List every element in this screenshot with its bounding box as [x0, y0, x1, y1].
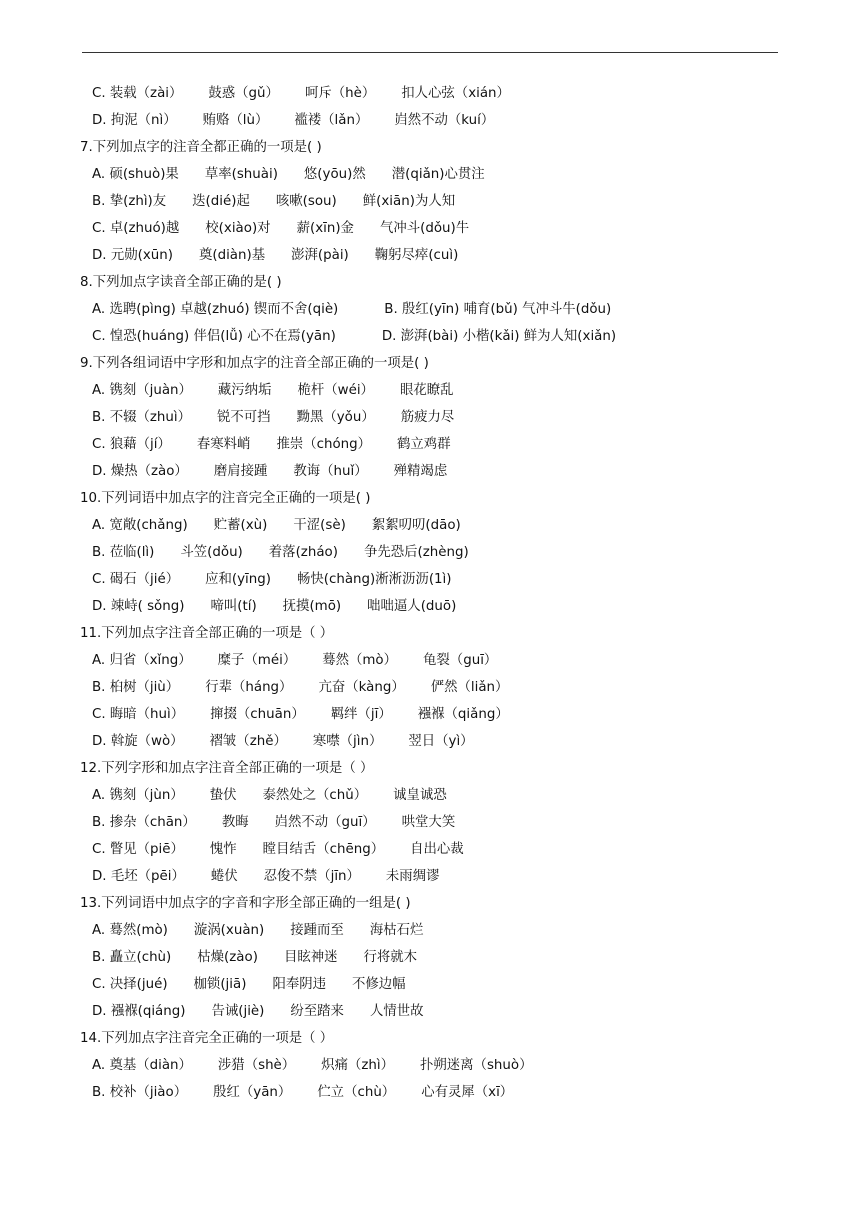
option-segment: 殷红（yān）: [213, 1085, 292, 1100]
question-text: 14.下列加点字注音完全正确的一项是（ ）: [80, 1031, 334, 1046]
option-segment: D. 澎湃(bài) 小楷(kǎi) 鲜为人知(xiǎn): [381, 329, 617, 344]
option-line: [80, 971, 780, 998]
option-segment: 鼓惑（gǔ）: [208, 86, 279, 101]
option-segment: 未雨绸谬: [385, 869, 440, 884]
option-segment: 筋疲力尽: [400, 410, 455, 425]
option-segment: C. 瞥见（piē）: [92, 842, 184, 857]
question-stem: [80, 269, 780, 296]
option-segment: B. 莅临(lì): [92, 545, 155, 560]
option-segment: D. 襁褓(qiáng): [92, 1004, 186, 1019]
option-segment: 不修边幅: [352, 977, 406, 992]
option-line: [80, 647, 780, 674]
option-segment: 干涩(sè): [293, 518, 346, 533]
option-segment: 阳奉阴违: [272, 977, 326, 992]
option-line: [80, 728, 780, 755]
option-segment: 告诫(jiè): [211, 1004, 265, 1019]
option-segment: 悠(yōu)然: [303, 167, 366, 182]
option-segment: C. 装载（zài）: [92, 86, 183, 101]
question-text: 8.下列加点字读音全部正确的是( ): [80, 275, 282, 290]
option-segment: 气冲斗(dǒu)牛: [379, 221, 470, 236]
question-text: 7.下列加点字的注音全都正确的一项是( ): [80, 140, 322, 155]
option-segment: 教晦: [221, 815, 249, 830]
option-segment: 桅杆（wéi）: [297, 383, 374, 398]
option-line: [80, 782, 780, 809]
option-segment: 着落(zháo): [268, 545, 338, 560]
option-segment: C. 惶恐(huáng) 伴侣(lǚ) 心不在焉(yān): [92, 329, 336, 344]
option-segment: C. 狼藉（jí）: [92, 437, 171, 452]
question-stem: [80, 620, 780, 647]
option-segment: B. 掺杂（chān）: [92, 815, 196, 830]
option-segment: 褴褛（lǎn）: [294, 113, 369, 128]
option-segment: B. 殷红(yīn) 哺育(bǔ) 气冲斗牛(dǒu): [384, 302, 612, 317]
option-segment: D. 毛坯（pēi）: [92, 869, 185, 884]
option-segment: 寒噤（jìn）: [312, 734, 383, 749]
option-line: [80, 674, 780, 701]
question-stem: [80, 755, 780, 782]
option-line: [80, 323, 780, 350]
option-line: [80, 431, 780, 458]
option-segment: D. 燥热（zào）: [92, 464, 188, 479]
option-line: [80, 1079, 780, 1106]
option-segment: 漩涡(xuàn): [193, 923, 265, 938]
option-line: [80, 404, 780, 431]
option-segment: 争先恐后(zhèng): [363, 545, 469, 560]
option-segment: 黝黑（yǒu）: [296, 410, 375, 425]
option-segment: 枯燥(zào): [197, 950, 258, 965]
option-segment: 枷锁(jiā): [193, 977, 247, 992]
option-segment: 教诲（huǐ）: [293, 464, 368, 479]
option-segment: A. 归省（xǐng）: [92, 653, 192, 668]
option-segment: 纷至踏来: [290, 1004, 344, 1019]
question-text: 13.下列词语中加点字的字音和字形全部正确的一组是( ): [80, 896, 411, 911]
option-line: [80, 566, 780, 593]
question-text: 9.下列各组词语中字形和加点字的注音全部正确的一项是( ): [80, 356, 429, 371]
option-line: [80, 188, 780, 215]
option-segment: A. 镌刻（jùn）: [92, 788, 184, 803]
option-segment: 褶皱（zhě）: [209, 734, 287, 749]
option-segment: D. 竦峙( sǒng): [92, 599, 185, 614]
option-line: [80, 512, 780, 539]
option-line: [80, 296, 780, 323]
option-segment: 哄堂大笑: [401, 815, 456, 830]
option-segment: 目眩神迷: [283, 950, 338, 965]
option-segment: 撺掇（chuān）: [210, 707, 305, 722]
option-segment: 应和(yīng): [205, 572, 271, 587]
question-text: 10.下列词语中加点字的注音完全正确的一项是( ): [80, 491, 371, 506]
question-list: [80, 80, 780, 1106]
option-segment: 贿赂（lù）: [202, 113, 269, 128]
option-segment: 羁绊（jī）: [330, 707, 392, 722]
option-segment: 愧怍: [209, 842, 237, 857]
option-line: [80, 215, 780, 242]
option-segment: 殚精竭虑: [393, 464, 448, 479]
option-line: [80, 809, 780, 836]
option-line: [80, 836, 780, 863]
option-segment: 亢奋（kàng）: [318, 680, 405, 695]
option-segment: 咳嗽(sou): [275, 194, 337, 209]
question-stem: [80, 350, 780, 377]
option-segment: 岿然不动（guī）: [274, 815, 376, 830]
question-stem: [80, 485, 780, 512]
option-segment: A. 镌刻（juàn）: [92, 383, 192, 398]
option-segment: 潜(qiǎn)心贯注: [391, 167, 485, 182]
option-segment: 春寒料峭: [196, 437, 251, 452]
option-segment: 扣人心弦（xián）: [401, 86, 510, 101]
question-stem: [80, 890, 780, 917]
option-segment: 迭(dié)起: [192, 194, 250, 209]
option-segment: B. 不辍（zhuì）: [92, 410, 191, 425]
option-segment: 贮蓄(xù): [213, 518, 268, 533]
option-segment: 行将就木: [363, 950, 418, 965]
option-segment: A. 选聘(pìng) 卓越(zhuó) 锲而不舍(qiè): [92, 302, 339, 317]
option-segment: 伫立（chù）: [317, 1085, 396, 1100]
option-segment: 涉猎（shè）: [217, 1058, 296, 1073]
option-line: [80, 998, 780, 1025]
option-segment: A. 奠基（diàn）: [92, 1058, 192, 1073]
option-segment: 人情世故: [369, 1004, 424, 1019]
option-segment: 蜷伏: [210, 869, 238, 884]
option-segment: D. 元勋(xūn): [92, 248, 173, 263]
option-segment: B. 桕树（jiù）: [92, 680, 180, 695]
option-segment: 忍俊不禁（jīn）: [263, 869, 360, 884]
option-segment: B. 挚(zhì)友: [92, 194, 167, 209]
option-line: [80, 539, 780, 566]
option-segment: 咄咄逼人(duō): [367, 599, 457, 614]
option-segment: 糜子（méi）: [217, 653, 297, 668]
option-segment: 行辈（háng）: [205, 680, 293, 695]
option-segment: 炽痛（zhì）: [321, 1058, 394, 1073]
option-line: [80, 701, 780, 728]
option-segment: C. 卓(zhuó)越: [92, 221, 180, 236]
option-segment: 眼花瞭乱: [399, 383, 454, 398]
option-line: [80, 917, 780, 944]
option-segment: B. 矗立(chù): [92, 950, 172, 965]
option-line: [80, 1052, 780, 1079]
option-segment: 心有灵犀（xī）: [421, 1085, 514, 1100]
option-segment: C. 碣石（jié）: [92, 572, 180, 587]
option-segment: 絮絮叨叨(dāo): [371, 518, 461, 533]
option-line: [80, 944, 780, 971]
option-segment: 翌日（yì）: [408, 734, 474, 749]
option-line: [80, 242, 780, 269]
option-line: [80, 593, 780, 620]
option-segment: 泰然处之（chǔ）: [262, 788, 368, 803]
option-segment: 海枯石烂: [369, 923, 424, 938]
option-segment: 自出心裁: [410, 842, 464, 857]
question-text: 11.下列加点字注音全部正确的一项是（ ）: [80, 626, 334, 641]
option-segment: 岿然不动（kuí）: [394, 113, 495, 128]
option-segment: 龟裂（guī）: [423, 653, 498, 668]
option-segment: 诚皇诚恐: [393, 788, 447, 803]
question-text: 12.下列字形和加点字注音全部正确的一项是（ ）: [80, 761, 374, 776]
option-segment: 磨肩接踵: [213, 464, 268, 479]
option-line: [80, 80, 780, 107]
option-line: [80, 863, 780, 890]
option-segment: 呵斥（hè）: [304, 86, 376, 101]
option-segment: B. 校补（jiào）: [92, 1085, 188, 1100]
option-segment: A. 蓦然(mò): [92, 923, 168, 938]
option-segment: 抚摸(mō): [282, 599, 342, 614]
option-segment: 草率(shuài): [204, 167, 278, 182]
option-segment: D. 拘泥（nì）: [92, 113, 177, 128]
option-segment: 襁褓（qiǎng）: [417, 707, 509, 722]
option-segment: 斗笠(dǒu): [180, 545, 243, 560]
option-line: [80, 161, 780, 188]
option-line: [80, 377, 780, 404]
option-segment: 鞠躬尽瘁(cuì): [374, 248, 459, 263]
option-segment: C. 晦暗（huì）: [92, 707, 185, 722]
option-line: [80, 458, 780, 485]
option-segment: 俨然（liǎn）: [430, 680, 509, 695]
option-segment: 扑朔迷离（shuò）: [420, 1058, 533, 1073]
option-segment: 奠(diàn)基: [198, 248, 266, 263]
option-segment: C. 决择(jué): [92, 977, 168, 992]
option-segment: 澎湃(pài): [291, 248, 349, 263]
option-segment: 锐不可挡: [217, 410, 271, 425]
option-segment: 薪(xīn)金: [296, 221, 354, 236]
option-segment: 接踵而至: [290, 923, 344, 938]
option-segment: A. 宽敞(chǎng): [92, 518, 188, 533]
option-segment: 蓦然（mò）: [322, 653, 398, 668]
option-segment: 藏污纳垢: [217, 383, 272, 398]
option-segment: 畅快(chàng)淅淅沥沥(1ì): [296, 572, 452, 587]
option-segment: 蛰伏: [209, 788, 237, 803]
question-stem: [80, 1025, 780, 1052]
option-segment: 鹤立鸡群: [397, 437, 451, 452]
option-line: [80, 107, 780, 134]
option-segment: 瞠目结舌（chēng）: [262, 842, 385, 857]
header-rule: [82, 52, 778, 53]
option-segment: 鲜(xiān)为人知: [362, 194, 456, 209]
option-segment: 校(xiào)对: [205, 221, 271, 236]
option-segment: D. 斡旋（wò）: [92, 734, 184, 749]
option-segment: 啼叫(tí): [210, 599, 257, 614]
question-stem: [80, 134, 780, 161]
option-segment: 推崇（chóng）: [276, 437, 372, 452]
option-segment: A. 硕(shuò)果: [92, 167, 179, 182]
